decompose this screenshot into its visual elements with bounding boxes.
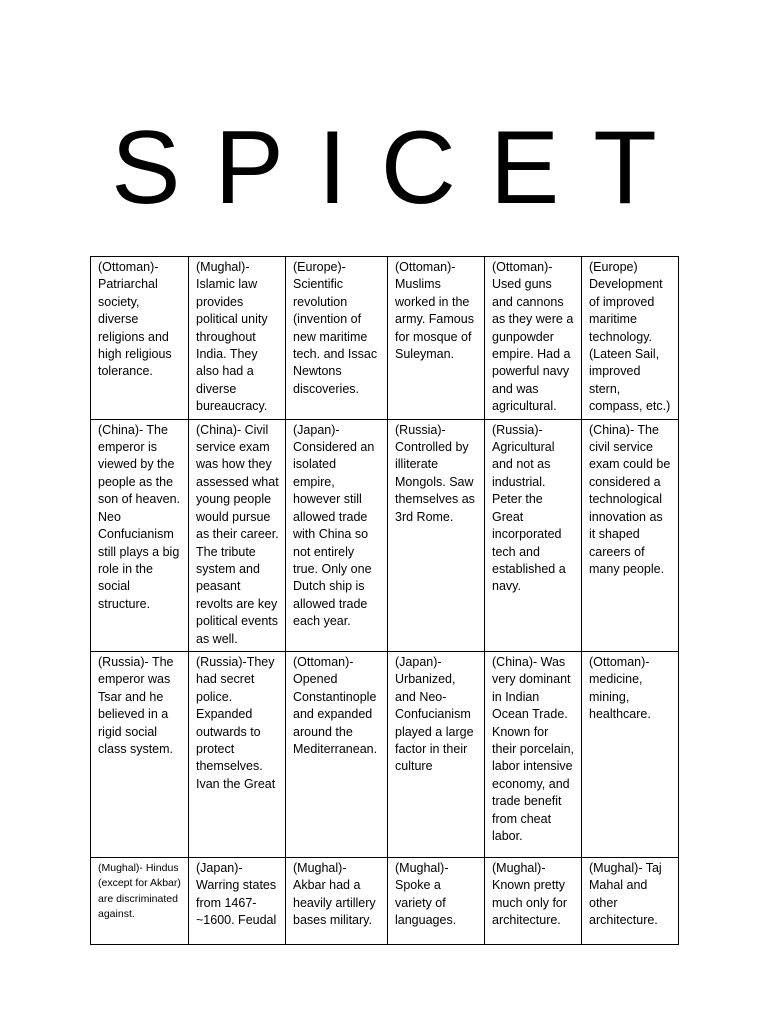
table-cell: (Russia)- The emperor was Tsar and he believed in a rigid social class system. <box>91 651 189 857</box>
table-cell: (China)- The civil service exam could be considered a technological innovation as it shaped careers of many people. <box>582 419 679 651</box>
table-cell: (Mughal)- Known pretty much only for architecture. <box>485 857 582 944</box>
table-cell: (Ottoman)- Patriarchal society, diverse religions and high religious tolerance. <box>91 257 189 420</box>
table-cell: (China)- The emperor is viewed by the people as the son of heaven. Neo Confucianism still plays a big role in the social structure. <box>91 419 189 651</box>
table-cell: (Ottoman)- Opened Constantinople and expanded around the Mediterranean. <box>286 651 388 857</box>
table-row <box>91 651 679 857</box>
table-cell: (Mughal)- Akbar had a heavily artillery bases military. <box>286 857 388 944</box>
table-cell: (Ottoman)- Used guns and cannons as they were a gunpowder empire. Had a powerful navy and was agricultural. <box>485 257 582 420</box>
table-cell: (China)- Civil service exam was how they assessed what young people would pursue as their career. The tribute system and peasant revolts are key political events as well. <box>189 419 286 651</box>
table-cell: (Europe)- Scientific revolution (invention of new maritime tech. and Issac Newtons discoveries. <box>286 257 388 420</box>
table-cell: (Japan)- Considered an isolated empire, however still allowed trade with China so not entirely true. Only one Dutch ship is allowed trade each year. <box>286 419 388 651</box>
table-row <box>91 857 679 944</box>
table-cell: (China)- Was very dominant in Indian Ocean Trade. Known for their porcelain, labor intensive economy, and trade benefit from cheat labor. <box>485 651 582 857</box>
table-cell: (Japan)- Warring states from 1467-~1600. Feudal <box>189 857 286 944</box>
table-cell: (Russia)- Controlled by illiterate Mongols. Saw themselves as 3rd Rome. <box>388 419 485 651</box>
table-cell: (Europe) Development of improved maritime technology. (Lateen Sail, improved stern, compass, etc.) <box>582 257 679 420</box>
table-row <box>91 257 679 420</box>
table-cell: (Ottoman)- medicine, mining, healthcare. <box>582 651 679 857</box>
table-cell: (Mughal)- Spoke a variety of languages. <box>388 857 485 944</box>
page-title: SPICET <box>111 110 691 226</box>
table-cell: (Japan)- Urbanized, and Neo-Confucianism played a large factor in their culture <box>388 651 485 857</box>
table-cell: (Mughal)- Hindus (except for Akbar) are discriminated against. <box>91 857 189 944</box>
spicet-table <box>90 256 679 945</box>
table-cell: (Russia)-They had secret police. Expanded outwards to protect themselves. Ivan the Great <box>189 651 286 857</box>
table-cell: (Russia)- Agricultural and not as industrial. Peter the Great incorporated tech and established a navy. <box>485 419 582 651</box>
table-cell: (Mughal)- Islamic law provides political unity throughout India. They also had a diverse bureaucracy. <box>189 257 286 420</box>
table-row <box>91 419 679 651</box>
table-cell: (Ottoman)- Muslims worked in the army. Famous for mosque of Suleyman. <box>388 257 485 420</box>
table-cell: (Mughal)- Taj Mahal and other architecture. <box>582 857 679 944</box>
